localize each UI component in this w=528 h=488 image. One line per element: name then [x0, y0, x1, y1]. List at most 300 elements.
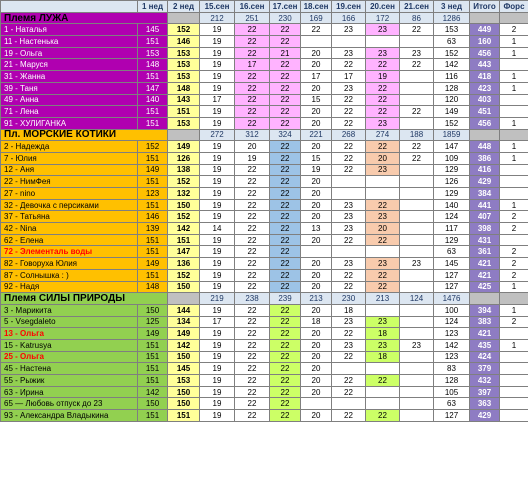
value-cell[interactable]	[301, 36, 332, 48]
group-sum-cell[interactable]: 312	[235, 129, 270, 141]
group-sum-cell[interactable]: 230	[332, 293, 366, 305]
value-cell[interactable]: 150	[138, 398, 168, 410]
value-cell[interactable]: 22	[235, 304, 270, 316]
value-cell[interactable]: 153	[168, 59, 200, 71]
value-cell[interactable]: 146	[168, 36, 200, 48]
value-cell[interactable]: 128	[434, 82, 470, 94]
value-cell[interactable]	[500, 375, 528, 387]
value-cell[interactable]: 20	[301, 269, 332, 281]
value-cell[interactable]: 22	[235, 246, 270, 258]
value-cell[interactable]	[400, 176, 434, 188]
value-cell[interactable]: 429	[470, 410, 500, 422]
value-cell[interactable]: 1	[500, 71, 528, 83]
member-name[interactable]: 82 - Говоруха Юлия	[1, 258, 138, 270]
value-cell[interactable]: 22	[366, 234, 400, 246]
value-cell[interactable]: 153	[168, 47, 200, 59]
value-cell[interactable]: 421	[470, 258, 500, 270]
group-spacer[interactable]	[470, 12, 500, 24]
value-cell[interactable]: 153	[168, 375, 200, 387]
value-cell[interactable]: 19	[200, 269, 235, 281]
value-cell[interactable]: 22	[270, 223, 301, 235]
value-cell[interactable]: 22	[270, 152, 301, 164]
group-sum-cell[interactable]: 239	[270, 293, 301, 305]
value-cell[interactable]: 22	[235, 328, 270, 340]
value-cell[interactable]: 22	[235, 47, 270, 59]
value-cell[interactable]: 22	[270, 269, 301, 281]
value-cell[interactable]: 20	[301, 176, 332, 188]
group-sum-cell[interactable]: 251	[235, 12, 270, 24]
value-cell[interactable]: 429	[470, 176, 500, 188]
group-title[interactable]: Пл. МОРСКИЕ КОТИКИ	[1, 129, 168, 141]
value-cell[interactable]: 397	[470, 386, 500, 398]
value-cell[interactable]	[400, 375, 434, 387]
value-cell[interactable]: 20	[366, 152, 400, 164]
value-cell[interactable]: 20	[301, 339, 332, 351]
value-cell[interactable]: 1	[500, 141, 528, 153]
value-cell[interactable]: 151	[138, 199, 168, 211]
value-cell[interactable]: 152	[434, 117, 470, 129]
value-cell[interactable]: 2	[500, 316, 528, 328]
value-cell[interactable]: 22	[270, 304, 301, 316]
value-cell[interactable]: 151	[138, 246, 168, 258]
value-cell[interactable]	[332, 188, 366, 200]
value-cell[interactable]: 22	[270, 234, 301, 246]
value-cell[interactable]: 22	[332, 234, 366, 246]
value-cell[interactable]: 151	[138, 106, 168, 118]
value-cell[interactable]: 23	[332, 223, 366, 235]
value-cell[interactable]: 145	[168, 363, 200, 375]
member-name[interactable]: 65 — Любовь отпуск до 23	[1, 398, 138, 410]
value-cell[interactable]: 19	[200, 141, 235, 153]
value-cell[interactable]: 147	[138, 82, 168, 94]
value-cell[interactable]: 451	[470, 106, 500, 118]
value-cell[interactable]: 22	[235, 281, 270, 293]
member-name[interactable]: 3 - Марикита	[1, 304, 138, 316]
value-cell[interactable]: 22	[235, 398, 270, 410]
value-cell[interactable]: 22	[270, 141, 301, 153]
value-cell[interactable]: 22	[332, 375, 366, 387]
member-name[interactable]: 39 - Таня	[1, 82, 138, 94]
member-name[interactable]: 1 - Наталья	[1, 24, 138, 36]
group-sum-cell[interactable]: 212	[200, 12, 235, 24]
member-name[interactable]: 5 - Vsegdaleto	[1, 316, 138, 328]
value-cell[interactable]: 148	[168, 82, 200, 94]
value-cell[interactable]: 149	[138, 258, 168, 270]
value-cell[interactable]: 441	[470, 199, 500, 211]
value-cell[interactable]: 403	[470, 94, 500, 106]
value-cell[interactable]: 1	[500, 339, 528, 351]
value-cell[interactable]: 19	[200, 386, 235, 398]
value-cell[interactable]: 22	[332, 328, 366, 340]
value-cell[interactable]: 151	[138, 71, 168, 83]
member-name[interactable]: 31 - Жанна	[1, 71, 138, 83]
member-name[interactable]: 62 - Елена	[1, 234, 138, 246]
value-cell[interactable]: 22	[332, 117, 366, 129]
value-cell[interactable]: 20	[301, 363, 332, 375]
value-cell[interactable]: 1	[500, 199, 528, 211]
value-cell[interactable]: 144	[168, 304, 200, 316]
value-cell[interactable]: 19	[200, 36, 235, 48]
value-cell[interactable]: 153	[168, 71, 200, 83]
value-cell[interactable]: 22	[270, 94, 301, 106]
value-cell[interactable]: 151	[138, 339, 168, 351]
value-cell[interactable]: 2	[500, 269, 528, 281]
value-cell[interactable]: 152	[168, 269, 200, 281]
value-cell[interactable]: 145	[434, 258, 470, 270]
value-cell[interactable]: 19	[200, 152, 235, 164]
value-cell[interactable]: 20	[366, 223, 400, 235]
value-cell[interactable]: 19	[366, 71, 400, 83]
value-cell[interactable]: 19	[200, 47, 235, 59]
value-cell[interactable]: 19	[200, 199, 235, 211]
value-cell[interactable]: 1	[500, 47, 528, 59]
value-cell[interactable]: 18	[366, 328, 400, 340]
value-cell[interactable]: 151	[138, 363, 168, 375]
value-cell[interactable]	[400, 398, 434, 410]
value-cell[interactable]: 22	[400, 24, 434, 36]
value-cell[interactable]: 21	[270, 47, 301, 59]
value-cell[interactable]: 152	[434, 47, 470, 59]
value-cell[interactable]: 22	[400, 141, 434, 153]
value-cell[interactable]: 22	[332, 94, 366, 106]
group-sum-cell[interactable]: 172	[366, 12, 400, 24]
value-cell[interactable]: 123	[434, 351, 470, 363]
value-cell[interactable]: 20	[301, 188, 332, 200]
value-cell[interactable]: 150	[168, 351, 200, 363]
value-cell[interactable]: 134	[168, 316, 200, 328]
group-sum-cell[interactable]: 169	[301, 12, 332, 24]
value-cell[interactable]: 150	[168, 398, 200, 410]
value-cell[interactable]	[366, 36, 400, 48]
value-cell[interactable]: 22	[332, 59, 366, 71]
value-cell[interactable]	[400, 188, 434, 200]
value-cell[interactable]: 22	[270, 106, 301, 118]
value-cell[interactable]: 17	[235, 59, 270, 71]
value-cell[interactable]: 22	[332, 269, 366, 281]
group-sum-cell[interactable]: 188	[400, 129, 434, 141]
member-name[interactable]: 2 - Надежда	[1, 141, 138, 153]
value-cell[interactable]: 2	[500, 258, 528, 270]
header-cell[interactable]: 19.сен	[332, 1, 366, 13]
member-name[interactable]: 13 - Ольга	[1, 328, 138, 340]
value-cell[interactable]: 22	[332, 410, 366, 422]
value-cell[interactable]: 456	[470, 117, 500, 129]
value-cell[interactable]	[366, 363, 400, 375]
value-cell[interactable]: 22	[270, 59, 301, 71]
value-cell[interactable]: 363	[470, 398, 500, 410]
value-cell[interactable]: 361	[470, 246, 500, 258]
value-cell[interactable]: 22	[270, 363, 301, 375]
value-cell[interactable]: 142	[434, 339, 470, 351]
value-cell[interactable]	[301, 246, 332, 258]
value-cell[interactable]: 22	[235, 410, 270, 422]
value-cell[interactable]: 22	[235, 223, 270, 235]
value-cell[interactable]: 151	[138, 152, 168, 164]
value-cell[interactable]: 20	[301, 106, 332, 118]
group-sum-cell[interactable]: 124	[400, 293, 434, 305]
value-cell[interactable]: 151	[138, 36, 168, 48]
member-name[interactable]: 11 - Настенька	[1, 36, 138, 48]
group-sum-cell[interactable]: 213	[301, 293, 332, 305]
value-cell[interactable]: 22	[235, 375, 270, 387]
value-cell[interactable]: 23	[366, 339, 400, 351]
value-cell[interactable]: 127	[434, 281, 470, 293]
value-cell[interactable]: 14	[200, 223, 235, 235]
value-cell[interactable]: 19	[235, 152, 270, 164]
value-cell[interactable]: 22	[332, 164, 366, 176]
value-cell[interactable]: 449	[470, 24, 500, 36]
value-cell[interactable]: 22	[270, 410, 301, 422]
value-cell[interactable]: 448	[470, 141, 500, 153]
value-cell[interactable]	[400, 316, 434, 328]
value-cell[interactable]: 23	[366, 258, 400, 270]
value-cell[interactable]: 22	[235, 71, 270, 83]
value-cell[interactable]: 20	[301, 47, 332, 59]
value-cell[interactable]: 22	[270, 36, 301, 48]
value-cell[interactable]	[400, 94, 434, 106]
value-cell[interactable]: 109	[434, 152, 470, 164]
value-cell[interactable]	[400, 211, 434, 223]
value-cell[interactable]: 136	[168, 258, 200, 270]
value-cell[interactable]: 129	[434, 188, 470, 200]
value-cell[interactable]	[366, 398, 400, 410]
value-cell[interactable]: 151	[168, 410, 200, 422]
header-cell[interactable]	[1, 1, 138, 13]
value-cell[interactable]: 153	[434, 24, 470, 36]
value-cell[interactable]: 22	[270, 258, 301, 270]
value-cell[interactable]	[400, 223, 434, 235]
value-cell[interactable]	[366, 304, 400, 316]
value-cell[interactable]: 20	[301, 351, 332, 363]
member-name[interactable]: 22 - НимФея	[1, 176, 138, 188]
value-cell[interactable]: 2	[500, 211, 528, 223]
value-cell[interactable]: 149	[168, 141, 200, 153]
value-cell[interactable]: 416	[470, 164, 500, 176]
header-cell[interactable]: 1 нед	[138, 1, 168, 13]
group-sum-cell[interactable]: 221	[301, 129, 332, 141]
member-name[interactable]: 32 - Девочка с персиками	[1, 199, 138, 211]
value-cell[interactable]: 22	[400, 59, 434, 71]
member-name[interactable]: 93 - Александра Владыкина	[1, 410, 138, 422]
value-cell[interactable]: 418	[470, 71, 500, 83]
value-cell[interactable]: 1	[500, 152, 528, 164]
value-cell[interactable]: 22	[235, 36, 270, 48]
member-name[interactable]: 87 - Солнышка : )	[1, 269, 138, 281]
value-cell[interactable]: 140	[138, 94, 168, 106]
value-cell[interactable]: 17	[301, 71, 332, 83]
value-cell[interactable]: 23	[400, 258, 434, 270]
value-cell[interactable]: 20	[301, 117, 332, 129]
value-cell[interactable]	[400, 351, 434, 363]
member-name[interactable]: 21 - Маруся	[1, 59, 138, 71]
value-cell[interactable]: 23	[400, 47, 434, 59]
value-cell[interactable]: 20	[301, 258, 332, 270]
value-cell[interactable]: 123	[138, 188, 168, 200]
member-name[interactable]: 92 - Надя	[1, 281, 138, 293]
value-cell[interactable]: 1	[500, 304, 528, 316]
value-cell[interactable]: 22	[332, 106, 366, 118]
value-cell[interactable]: 151	[168, 234, 200, 246]
header-cell[interactable]: 3 нед	[434, 1, 470, 13]
value-cell[interactable]: 20	[301, 199, 332, 211]
group-spacer[interactable]	[168, 129, 200, 141]
value-cell[interactable]: 435	[470, 339, 500, 351]
value-cell[interactable]: 424	[470, 351, 500, 363]
value-cell[interactable]: 15	[301, 152, 332, 164]
value-cell[interactable]: 22	[235, 94, 270, 106]
value-cell[interactable]: 20	[301, 234, 332, 246]
value-cell[interactable]: 20	[301, 328, 332, 340]
value-cell[interactable]: 153	[168, 117, 200, 129]
header-cell[interactable]: 15.сен	[200, 1, 235, 13]
value-cell[interactable]: 2	[500, 24, 528, 36]
group-title[interactable]: Племя СИЛЫ ПРИРОДЫ	[1, 293, 168, 305]
member-name[interactable]: 37 - Татьяна	[1, 211, 138, 223]
value-cell[interactable]: 22	[270, 339, 301, 351]
value-cell[interactable]: 20	[301, 211, 332, 223]
value-cell[interactable]: 150	[168, 281, 200, 293]
value-cell[interactable]: 425	[470, 281, 500, 293]
value-cell[interactable]: 443	[470, 59, 500, 71]
value-cell[interactable]: 19	[200, 211, 235, 223]
group-sum-cell[interactable]: 1286	[434, 12, 470, 24]
value-cell[interactable]: 145	[138, 24, 168, 36]
value-cell[interactable]: 117	[434, 223, 470, 235]
value-cell[interactable]	[500, 106, 528, 118]
value-cell[interactable]: 22	[270, 281, 301, 293]
value-cell[interactable]: 19	[200, 246, 235, 258]
value-cell[interactable]: 19	[200, 363, 235, 375]
value-cell[interactable]: 152	[138, 141, 168, 153]
value-cell[interactable]: 407	[470, 211, 500, 223]
value-cell[interactable]	[500, 363, 528, 375]
value-cell[interactable]	[332, 36, 366, 48]
value-cell[interactable]: 19	[200, 304, 235, 316]
value-cell[interactable]	[500, 188, 528, 200]
value-cell[interactable]	[400, 71, 434, 83]
value-cell[interactable]	[332, 246, 366, 258]
value-cell[interactable]: 19	[200, 164, 235, 176]
value-cell[interactable]: 120	[434, 94, 470, 106]
value-cell[interactable]: 22	[366, 281, 400, 293]
header-cell[interactable]: Итого	[470, 1, 500, 13]
value-cell[interactable]: 19	[200, 234, 235, 246]
value-cell[interactable]: 128	[434, 375, 470, 387]
value-cell[interactable]: 22	[235, 176, 270, 188]
member-name[interactable]: 27 - nino	[1, 188, 138, 200]
group-sum-cell[interactable]: 230	[270, 12, 301, 24]
value-cell[interactable]	[500, 328, 528, 340]
member-name[interactable]: 91 - ХУЛИГАНКА	[1, 117, 138, 129]
value-cell[interactable]	[400, 281, 434, 293]
value-cell[interactable]: 22	[366, 82, 400, 94]
value-cell[interactable]: 384	[470, 188, 500, 200]
value-cell[interactable]	[332, 363, 366, 375]
value-cell[interactable]: 19	[200, 176, 235, 188]
value-cell[interactable]	[366, 188, 400, 200]
value-cell[interactable]: 152	[168, 211, 200, 223]
value-cell[interactable]: 19	[200, 117, 235, 129]
value-cell[interactable]: 147	[434, 141, 470, 153]
value-cell[interactable]: 139	[138, 223, 168, 235]
member-name[interactable]: 72 - Элементаль воды	[1, 246, 138, 258]
value-cell[interactable]: 22	[235, 269, 270, 281]
value-cell[interactable]: 150	[168, 386, 200, 398]
value-cell[interactable]: 15	[301, 94, 332, 106]
value-cell[interactable]: 22	[366, 269, 400, 281]
group-sum-cell[interactable]: 272	[200, 129, 235, 141]
value-cell[interactable]: 22	[270, 82, 301, 94]
value-cell[interactable]	[366, 386, 400, 398]
value-cell[interactable]: 150	[168, 199, 200, 211]
group-title[interactable]: Племя ЛУЖА	[1, 12, 168, 24]
header-cell[interactable]: 21.сен	[400, 1, 434, 13]
value-cell[interactable]: 19	[200, 82, 235, 94]
value-cell[interactable]: 22	[270, 375, 301, 387]
value-cell[interactable]: 146	[138, 211, 168, 223]
value-cell[interactable]: 127	[434, 269, 470, 281]
value-cell[interactable]: 22	[270, 176, 301, 188]
value-cell[interactable]: 142	[168, 339, 200, 351]
value-cell[interactable]	[400, 82, 434, 94]
value-cell[interactable]: 149	[138, 164, 168, 176]
header-cell[interactable]: 18.сен	[301, 1, 332, 13]
value-cell[interactable]: 19	[200, 106, 235, 118]
value-cell[interactable]	[332, 176, 366, 188]
value-cell[interactable]	[500, 410, 528, 422]
value-cell[interactable]: 127	[434, 410, 470, 422]
value-cell[interactable]: 22	[235, 234, 270, 246]
value-cell[interactable]: 22	[235, 106, 270, 118]
value-cell[interactable]: 423	[470, 82, 500, 94]
value-cell[interactable]: 23	[332, 258, 366, 270]
value-cell[interactable]: 19	[200, 258, 235, 270]
group-spacer[interactable]	[500, 12, 528, 24]
member-name[interactable]: 63 - Ирина	[1, 386, 138, 398]
group-spacer[interactable]	[470, 293, 500, 305]
value-cell[interactable]	[400, 363, 434, 375]
value-cell[interactable]: 19	[200, 188, 235, 200]
value-cell[interactable]: 151	[138, 234, 168, 246]
value-cell[interactable]: 431	[470, 234, 500, 246]
value-cell[interactable]: 20	[301, 141, 332, 153]
value-cell[interactable]: 20	[301, 386, 332, 398]
group-sum-cell[interactable]: 219	[200, 293, 235, 305]
value-cell[interactable]: 23	[332, 47, 366, 59]
value-cell[interactable]: 63	[434, 36, 470, 48]
group-spacer[interactable]	[168, 12, 200, 24]
value-cell[interactable]	[400, 199, 434, 211]
value-cell[interactable]: 20	[301, 304, 332, 316]
value-cell[interactable]: 22	[332, 152, 366, 164]
value-cell[interactable]: 22	[235, 164, 270, 176]
value-cell[interactable]: 22	[270, 24, 301, 36]
member-name[interactable]: 7 - Юлия	[1, 152, 138, 164]
value-cell[interactable]: 152	[168, 24, 200, 36]
value-cell[interactable]: 22	[366, 106, 400, 118]
value-cell[interactable]	[400, 164, 434, 176]
value-cell[interactable]: 63	[434, 246, 470, 258]
value-cell[interactable]	[400, 386, 434, 398]
value-cell[interactable]: 151	[138, 269, 168, 281]
value-cell[interactable]: 151	[138, 375, 168, 387]
value-cell[interactable]: 20	[301, 281, 332, 293]
value-cell[interactable]: 23	[366, 117, 400, 129]
value-cell[interactable]: 19	[200, 339, 235, 351]
group-spacer[interactable]	[500, 129, 528, 141]
value-cell[interactable]	[400, 304, 434, 316]
value-cell[interactable]: 150	[138, 304, 168, 316]
